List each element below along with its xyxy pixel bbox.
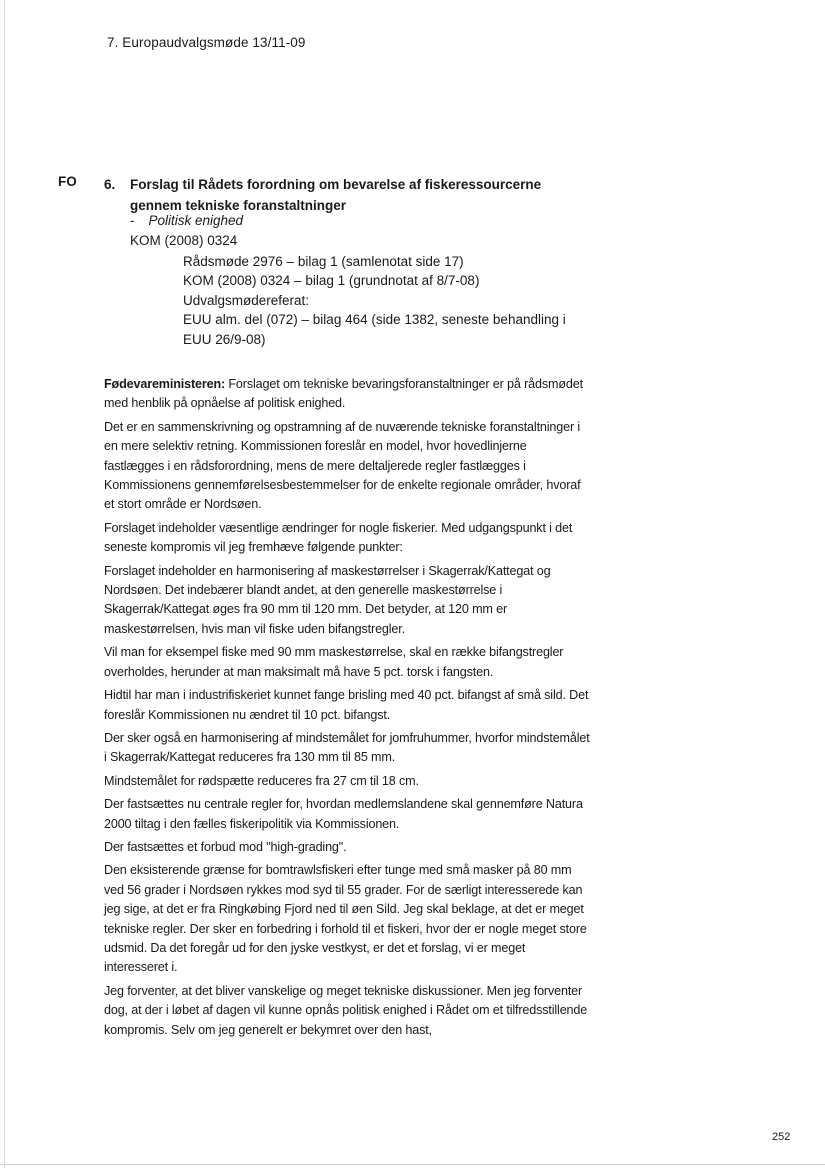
reference-list (183, 252, 593, 349)
paragraph: Forslaget indeholder en harmonisering af maskestørrelser i Skagerrak/Kattegat og Nordsøen. Det indebærer blandt andet, at den generelle maskestørrelse i Skagerrak/Kattegat øges fra 90 mm til 120 mm. Det betyder, at 120 mm er maskestørrelsen, hvis man vil fiske uden bifangstregler. (104, 563, 551, 636)
reference-line: KOM (2008) 0324 – bilag 1 (grundnotat af 8/7-08) (183, 273, 480, 289)
paragraph (104, 375, 590, 414)
agenda-item-status (130, 213, 243, 228)
agenda-item-heading (104, 174, 584, 216)
scan-edge-bottom (0, 1164, 825, 1165)
reference-line: EUU 26/9-08) (183, 331, 266, 347)
agenda-item-title: Forslag til Rådets forordning om bevarelse af fiskeressourcerne gennem tekniske foranstaltninger (130, 177, 542, 213)
scan-edge-left (4, 0, 5, 1168)
reference-line: Udvalgsmødereferat: (183, 292, 310, 308)
paragraph: Den eksisterende grænse for bomtrawlsfiskeri efter tunge med små masker på 80 mm ved 56 grader i Nordsøen rykkes mod syd til 55 grader. For de særligt interesserede kan jeg sige, at det er fra Ringkøbing Fjord ned til øen Sild. Jeg skal beklage, at det er meget tekniske regler. Der sker en forbedring i forhold til et fiskeri, hvor der er nogle meget store udsmid. Da det foregår ud for den jyske vestkyst, er det et forslag, vi er meget interesseret i. (104, 863, 587, 975)
page-number: 252 (772, 1131, 791, 1143)
paragraph: Der fastsættes et forbud mod "high-grading". (104, 839, 347, 854)
paragraph: Forslaget indeholder væsentlige ændringer for nogle fiskerier. Med udgangspunkt i det seneste kompromis vil jeg fremhæve følgende punkter: (104, 520, 573, 555)
kom-reference: KOM (2008) 0324 (130, 233, 238, 248)
paragraph: Hidtil har man i industrifiskeriet kunnet fange brisling med 40 pct. bifangst af små sild. Det foreslår Kommissionen nu ændret til 10 pct. bifangst. (104, 688, 589, 722)
paragraph: Vil man for eksempel fiske med 90 mm maskestørrelse, skal en række bifangstregler overholdes, herunder at man maksimalt må have 5 pct. torsk i fangsten. (104, 645, 564, 679)
paragraph: Mindstemålet for rødspætte reduceres fra 27 cm til 18 cm. (104, 773, 419, 788)
status-text: Politisk enighed (148, 213, 244, 228)
paragraph: Der fastsættes nu centrale regler for, hvordan medlemslandene skal gennemføre Natura 2000 tiltag i den fælles fiskeripolitik via Kommissionen. (104, 797, 583, 831)
paragraph-text: Forslaget om tekniske bevaringsforanstaltninger er på rådsmødet med henblik på opnåelse af politisk enighed. (104, 377, 583, 411)
committee-code: FO (58, 174, 77, 189)
minutes-body (104, 375, 590, 1044)
meeting-header: 7. Europaudvalgsmøde 13/11-09 (107, 35, 306, 50)
reference-line: EUU alm. del (072) – bilag 464 (side 1382, seneste behandling i (183, 312, 566, 328)
paragraph: Jeg forventer, at det bliver vanskelige og meget tekniske diskussioner. Men jeg forventer dog, at der i løbet af dagen vil kunne opnås politisk enighed i Rådet om et tilfredsstillende kompromis. Selv om jeg generelt er bekymret over den hast, (104, 983, 588, 1037)
agenda-item-number: 6. (104, 177, 116, 192)
speaker-label: Fødevareministeren: (104, 377, 226, 391)
status-dash: - (130, 213, 135, 228)
paragraph: Der sker også en harmonisering af mindstemålet for jomfruhummer, hvorfor mindstemålet i Skagerrak/Kattegat reduceres fra 130 mm til 85 mm. (104, 730, 590, 765)
paragraph: Det er en sammenskrivning og opstramning af de nuværende tekniske foranstaltninger i en mere selektiv retning. Kommissionen foreslår en model, hvor hovedlinjerne fastlægges i en rådsforordning, mens de mere deltaljerede regler fastlægges i Kommissionens gennemførelsesbestemmelser for de enkelte regionale områder, hvoraf et stort område er Nordsøen. (104, 419, 581, 512)
reference-line: Rådsmøde 2976 – bilag 1 (samlenotat side 17) (183, 254, 464, 269)
